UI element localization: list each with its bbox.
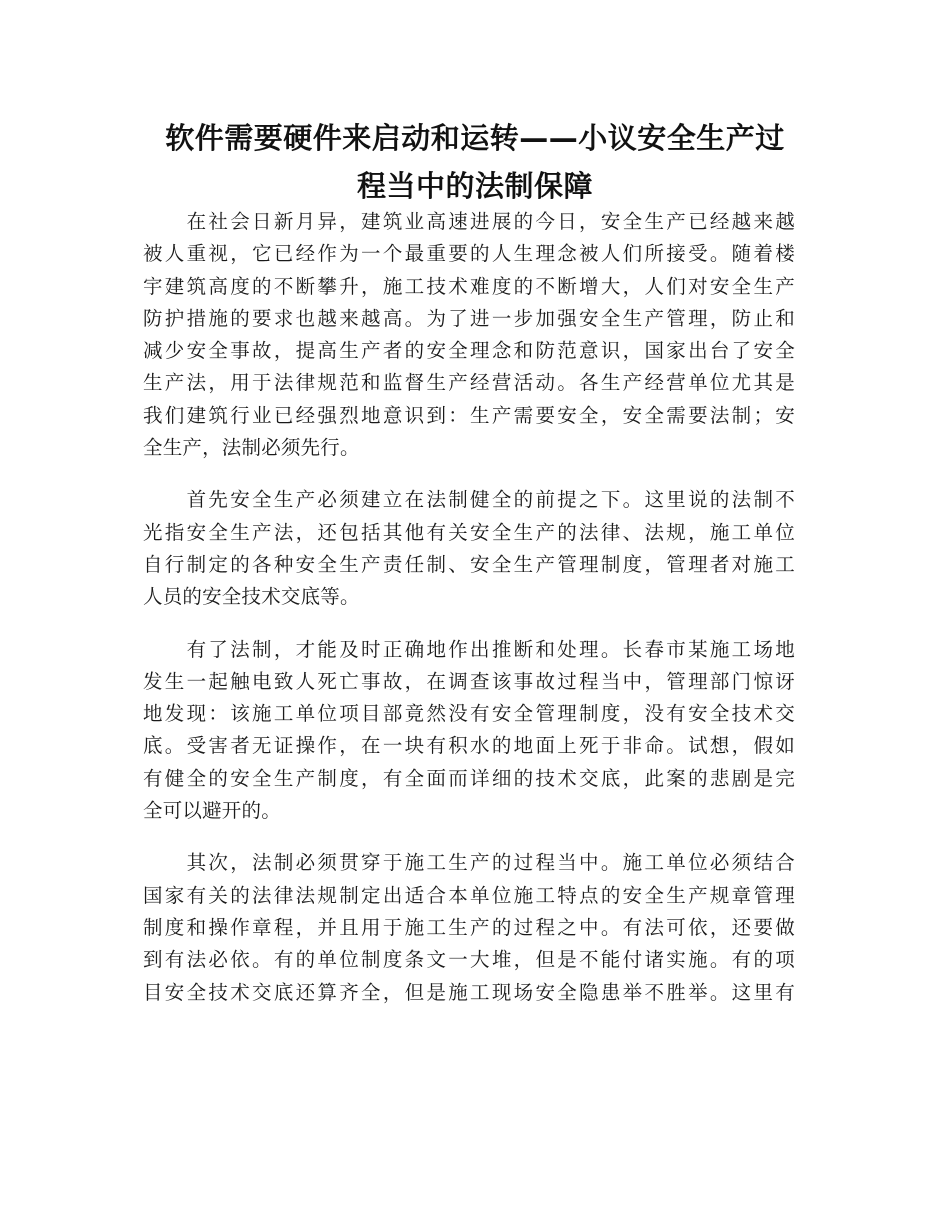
paragraph xyxy=(143,206,795,464)
paragraph-line: 光指安全生产法，还包括其他有关安全生产的法律、法规，施工单位 xyxy=(143,520,795,544)
title-line: 程当中的法制保障 xyxy=(356,169,593,203)
paragraph-line: 生产法，用于法律规范和监督生产经营活动。各生产经营单位尤其是 xyxy=(143,371,795,395)
paragraph-line: 防护措施的要求也越来越高。为了进一步加强安全生产管理，防止和 xyxy=(143,306,795,330)
paragraph xyxy=(143,847,795,1008)
paragraph-line: 国家有关的法律法规制定出适合本单位施工特点的安全生产规章管理 xyxy=(143,883,795,907)
paragraph-line: 减少安全事故，提高生产者的安全理念和防范意识，国家出台了安全 xyxy=(143,339,795,363)
paragraph-line: 首先安全生产必须建立在法制健全的前提之下。这里说的法制不 xyxy=(143,488,795,512)
paragraph-line: 到有法必依。有的单位制度条文一大堆，但是不能付诸实施。有的项 xyxy=(143,948,795,972)
paragraph-line: 目安全技术交底还算齐全，但是施工现场安全隐患举不胜举。这里有 xyxy=(143,980,795,1004)
paragraph-line: 人员的安全技术交底等。 xyxy=(143,585,360,609)
paragraph-line: 在社会日新月异，建筑业高速进展的今日，安全生产已经越来越 xyxy=(143,210,795,233)
paragraph-line: 发生一起触电致人死亡事故，在调查该事故过程当中，管理部门惊讶 xyxy=(143,669,795,693)
paragraph-line: 有健全的安全生产制度，有全面而详细的技术交底，此案的悲剧是完 xyxy=(143,766,795,790)
paragraph-line: 有了法制，才能及时正确地作出推断和处理。长春市某施工场地 xyxy=(143,637,795,661)
document-title xyxy=(140,114,810,210)
paragraph-line: 被人重视，它已经作为一个最重要的人生理念被人们所接受。随着楼 xyxy=(143,242,795,266)
paragraph-line: 全可以避开的。 xyxy=(143,799,281,823)
paragraph-line: 其次，法制必须贯穿于施工生产的过程当中。施工单位必须结合 xyxy=(143,851,795,875)
paragraph-line: 自行制定的各种安全生产责任制、安全生产管理制度，管理者对施工 xyxy=(143,552,795,576)
paragraph-line: 底。受害者无证操作，在一块有积水的地面上死于非命。试想，假如 xyxy=(143,734,795,758)
paragraph-line: 地发现：该施工单位项目部竟然没有安全管理制度，没有安全技术交 xyxy=(143,702,795,726)
paragraph xyxy=(143,634,795,828)
paragraph xyxy=(143,484,795,613)
paragraph-line: 制度和操作章程，并且用于施工生产的过程之中。有法可依，还要做 xyxy=(143,915,795,939)
paragraph-line: 宇建筑高度的不断攀升，施工技术难度的不断增大，人们对安全生产 xyxy=(143,274,795,298)
document-body xyxy=(143,206,795,1029)
title-line: 软件需要硬件来启动和运转——小议安全生产过 xyxy=(165,121,785,155)
paragraph-line: 全生产，法制必须先行。 xyxy=(143,436,360,460)
paragraph-line: 我们建筑行业已经强烈地意识到：生产需要安全，安全需要法制；安 xyxy=(143,403,795,427)
